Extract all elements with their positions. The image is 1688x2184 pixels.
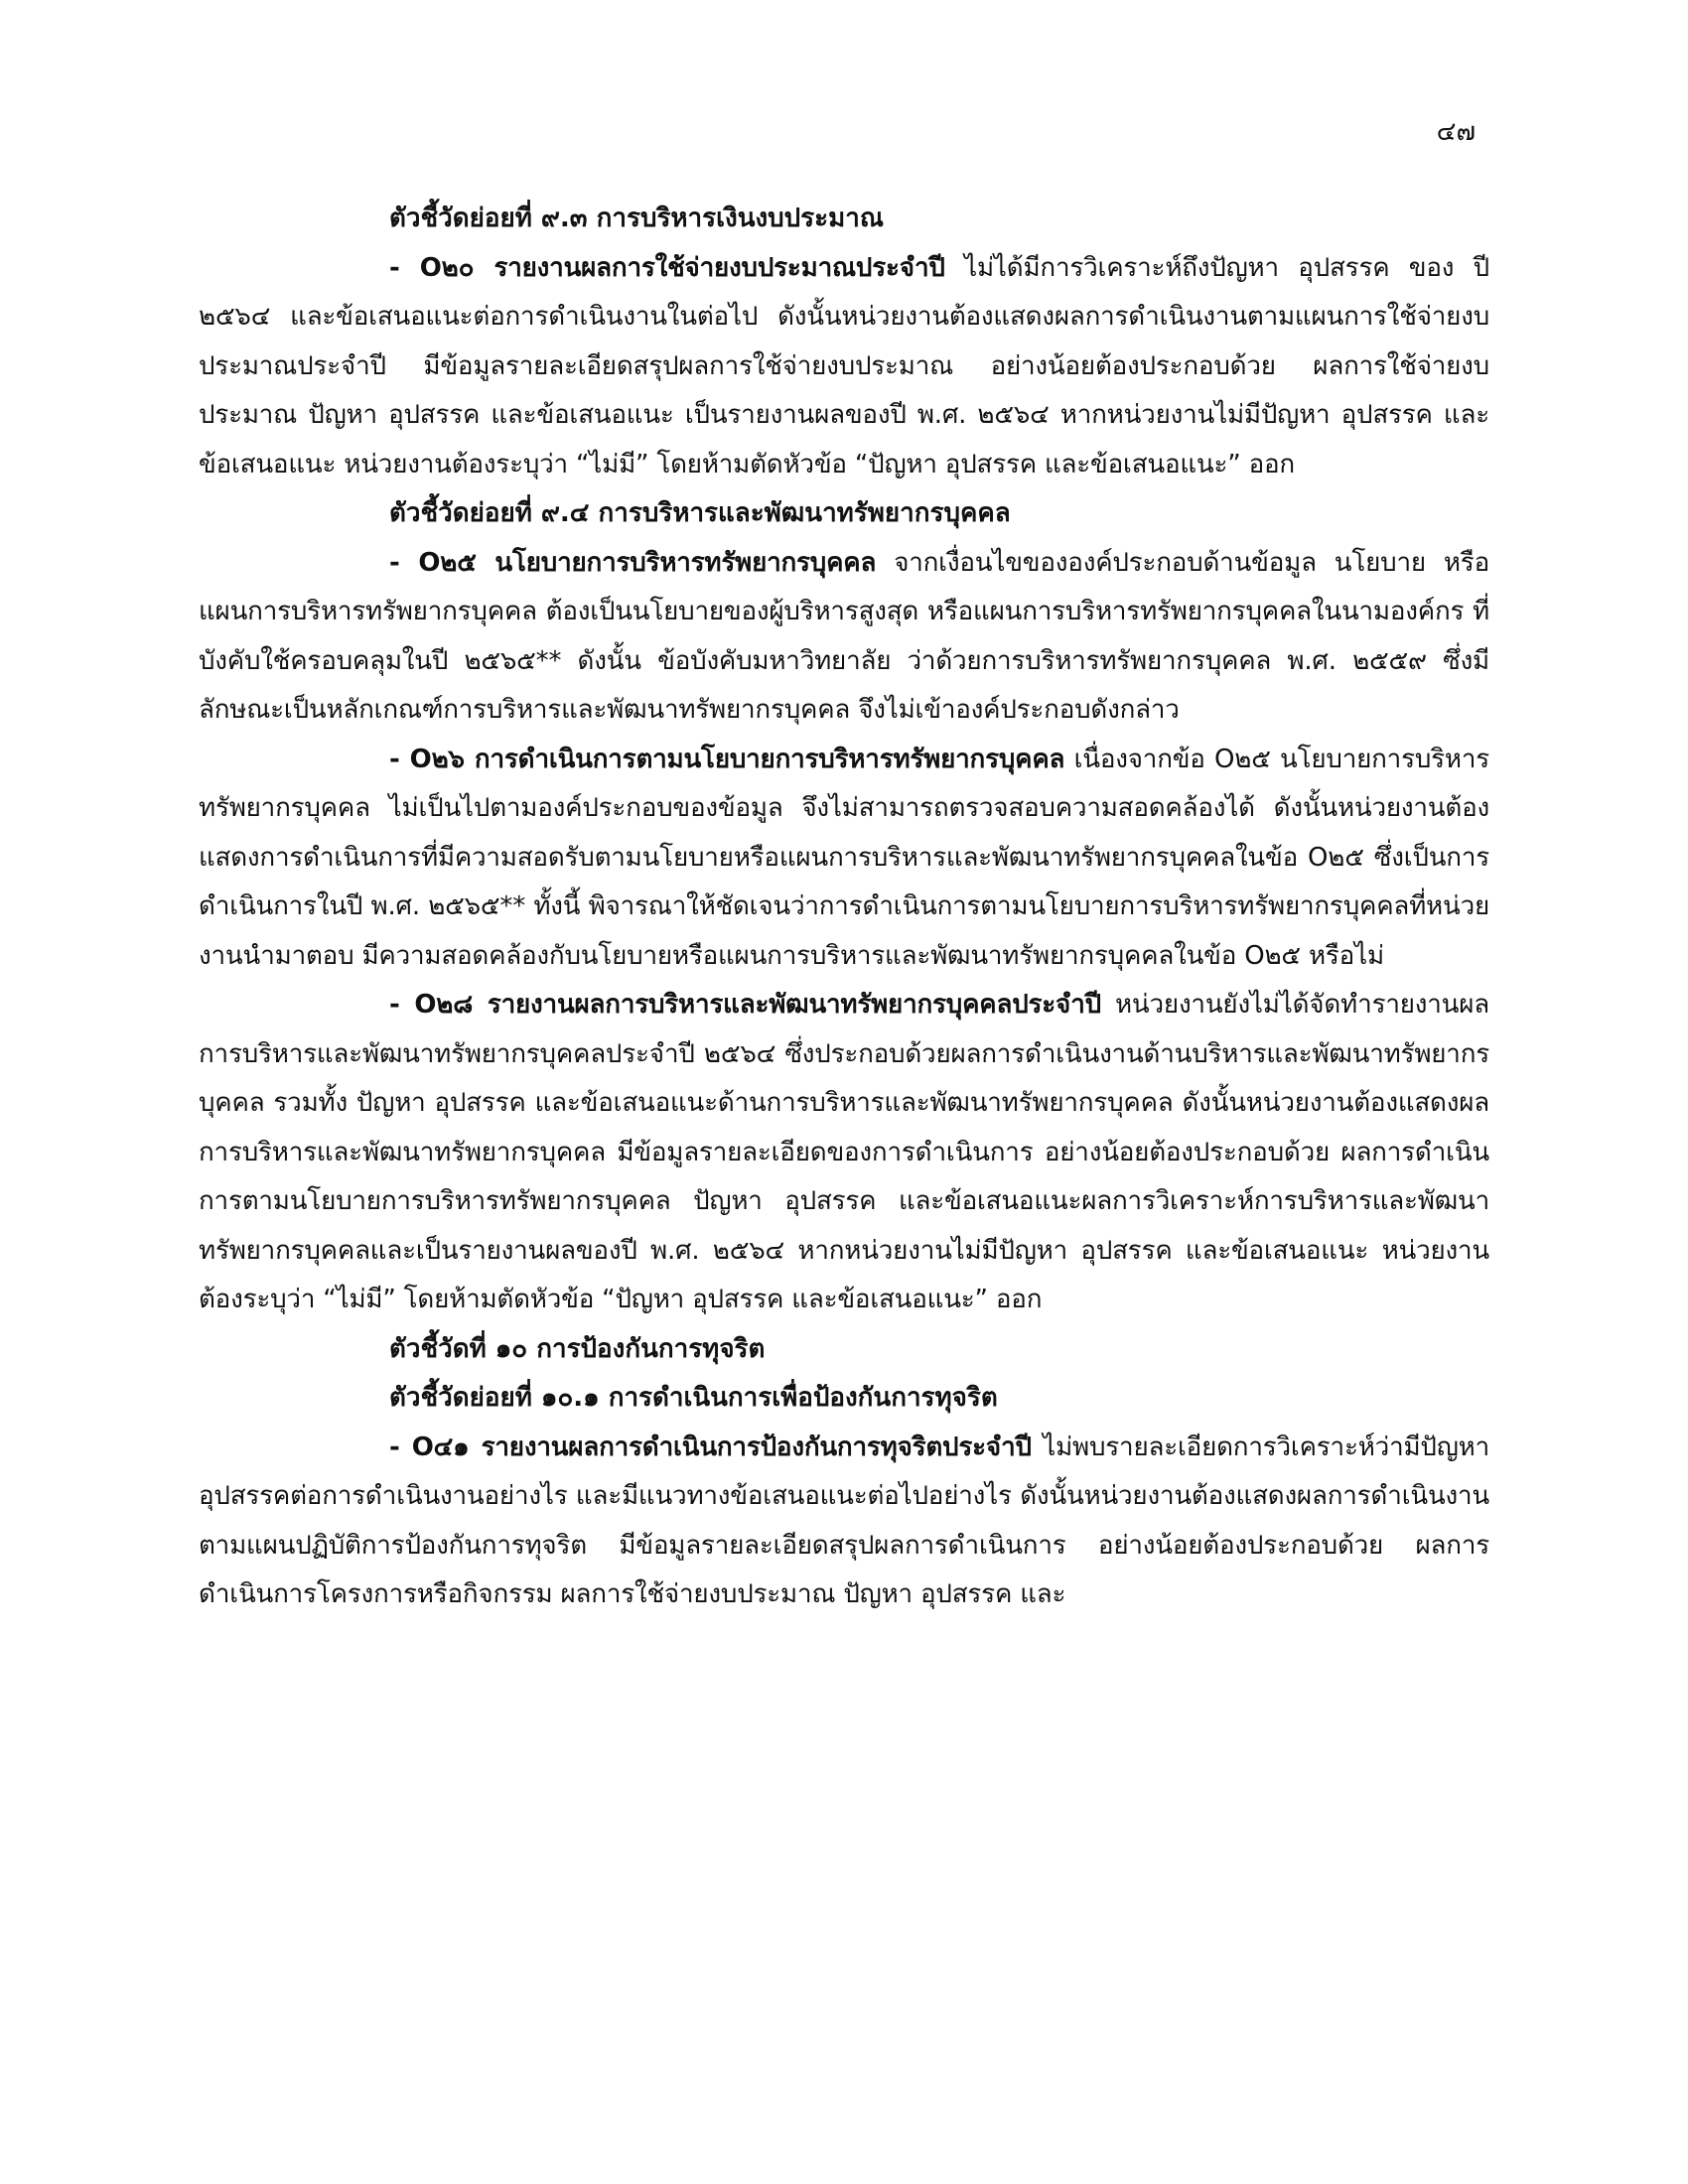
item-title: - O๒๐ รายงานผลการใช้จ่ายงบประมาณประจำปี — [389, 252, 945, 283]
item-title: - O๒๕ นโยบายการบริหารทรัพยากรบุคคล — [389, 547, 877, 578]
paragraph — [199, 981, 1489, 1325]
page-number: ๔๗ — [1436, 117, 1476, 147]
item-text: จากเงื่อนไขขององค์ประกอบด้านข้อมูล นโยบาย หรือแผนการบริหารทรัพยากรบุคคล ต้องเป็นนโยบายของผู้บริหารสูงสุด หรือแผนการบริหารทรัพยากรบุคคลในนามองค์กร ที่บังคับใช้ครอบคลุมในปี ๒๕๖๕** ดังนั้น ข้อบังคับมหาวิทยาลัย ว่าด้วยการบริหารทรัพยากรบุคคล พ.ศ. ๒๕๕๙ ซึ่งมีลักษณะเป็นหลักเกณฑ์การบริหารและพัฒนาทรัพยากรบุคคล จึงไม่เข้าองค์ประกอบดังกล่าว — [199, 547, 1489, 725]
item-title: - O๒๘ รายงานผลการบริหารและพัฒนาทรัพยากรบุคคลประจำปี — [389, 990, 1101, 1020]
item-title: - O๒๖ การดำเนินการตามนโยบายการบริหารทรัพยากรบุคคล — [389, 744, 1065, 774]
section-heading: ตัวชี้วัดย่อยที่ ๑๐.๑ การดำเนินการเพื่อป้องกันการทุจริต — [389, 1383, 998, 1413]
item-title: - O๔๑ รายงานผลการดำเนินการป้องกันการทุจริตประจำปี — [389, 1432, 1032, 1462]
paragraph — [199, 736, 1489, 982]
paragraph — [199, 244, 1489, 490]
section-heading: ตัวชี้วัดที่ ๑๐ การป้องกันการทุจริต — [389, 1333, 766, 1364]
paragraph — [199, 539, 1489, 736]
item-text: หน่วยงานยังไม่ได้จัดทำรายงานผลการบริหารและพัฒนาทรัพยากรบุคคลประจำปี ๒๕๖๔ ซึ่งประกอบด้วยผลการดำเนินงานด้านบริหารและพัฒนาทรัพยากรบุคคล รวมทั้ง ปัญหา อุปสรรค และข้อเสนอแนะด้านการบริหารและพัฒนาทรัพยากรบุคคล ดังนั้นหน่วยงานต้องแสดงผลการบริหารและพัฒนาทรัพยากรบุคคล มีข้อมูลรายละเอียดของการดำเนินการ อย่างน้อยต้องประกอบด้วย ผลการดำเนินการตามนโยบายการบริหารทรัพยากรบุคคล ปัญหา อุปสรรค และข้อเสนอแนะผลการวิเคราะห์การบริหารและพัฒนาทรัพยากรบุคคลและเป็นรายงานผลของปี พ.ศ. ๒๕๖๔ หากหน่วยงานไม่มีปัญหา อุปสรรค และข้อเสนอแนะ หน่วยงานต้องระบุว่า “ไม่มี” โดยห้ามตัดหัวข้อ “ปัญหา อุปสรรค และข้อเสนอแนะ” ออก — [199, 990, 1490, 1314]
item-text: ไม่พบรายละเอียดการวิเคราะห์ว่ามีปัญหาอุปสรรคต่อการดำเนินงานอย่างไร และมีแนวทางข้อเสนอแนะต่อไปอย่างไร ดังนั้นหน่วยงานต้องแสดงผลการดำเนินงานตามแผนปฏิบัติการป้องกันการทุจริต มีข้อมูลรายละเอียดสรุปผลการดำเนินการ อย่างน้อยต้องประกอบด้วย ผลการดำเนินการโครงการหรือกิจกรรม ผลการใช้จ่ายงบประมาณ ปัญหา อุปสรรค และ — [199, 1432, 1489, 1609]
section-heading: ตัวชี้วัดย่อยที่ ๙.๓ การบริหารเงินงบประมาณ — [389, 204, 884, 233]
section-heading: ตัวชี้วัดย่อยที่ ๙.๔ การบริหารและพัฒนาทรัพยากรบุคคล — [389, 498, 1011, 528]
document-body — [199, 195, 1489, 1620]
item-text: ไม่ได้มีการวิเคราะห์ถึงปัญหา อุปสรรค ของ ปี ๒๕๖๔ และข้อเสนอแนะต่อการดำเนินงานในต่อไป ดังนั้นหน่วยงานต้องแสดงผลการดำเนินงานตามแผนการใช้จ่ายงบประมาณประจำปี มีข้อมูลรายละเอียดสรุปผลการใช้จ่ายงบประมาณ อย่างน้อยต้องประกอบด้วย ผลการใช้จ่ายงบประมาณ ปัญหา อุปสรรค และข้อเสนอแนะ เป็นรายงานผลของปี พ.ศ. ๒๕๖๔ หากหน่วยงานไม่มีปัญหา อุปสรรค และข้อเสนอแนะ หน่วยงานต้องระบุว่า “ไม่มี” โดยห้ามตัดหัวข้อ “ปัญหา อุปสรรค และข้อเสนอแนะ” ออก — [199, 252, 1489, 479]
paragraph — [199, 1424, 1489, 1620]
item-text: เนื่องจากข้อ O๒๕ นโยบายการบริหารทรัพยากรบุคคล ไม่เป็นไปตามองค์ประกอบของข้อมูล จึงไม่สามารถตรวจสอบความสอดคล้องได้ ดังนั้นหน่วยงานต้องแสดงการดำเนินการที่มีความสอดรับตามนโยบายหรือแผนการบริหารและพัฒนาทรัพยากรบุคคลในข้อ O๒๕ ซึ่งเป็นการดำเนินการในปี พ.ศ. ๒๕๖๕** ทั้งนี้ พิจารณาให้ชัดเจนว่าการดำเนินการตามนโยบายการบริหารทรัพยากรบุคคลที่หน่วยงานนำมาตอบ มีความสอดคล้องกับนโยบายหรือแผนการบริหารและพัฒนาทรัพยากรบุคคลในข้อ O๒๕ หรือไม่ — [199, 744, 1490, 971]
